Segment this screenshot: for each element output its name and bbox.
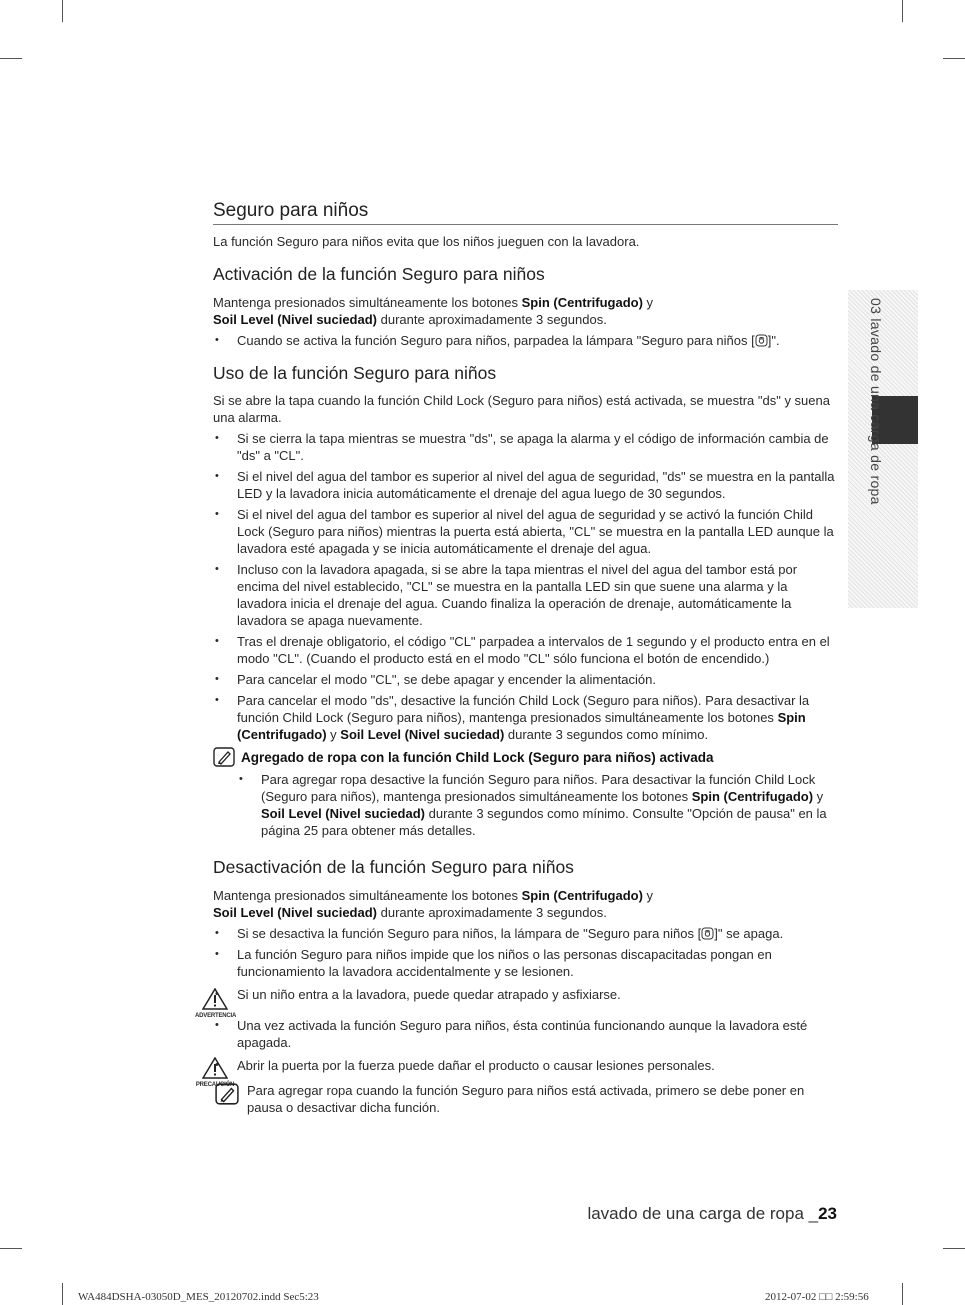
crop-mark [943,1248,965,1249]
list-item: • Abrir la puerta por la fuerza puede dañar el producto o causar lesiones personales. [213,1057,838,1074]
text: y [642,888,654,903]
usage-list [213,430,838,743]
list-item [213,332,838,349]
list-item [213,692,838,743]
note-pencil-icon [213,747,235,767]
intro-text: La función Seguro para niños evita que los niños jueguen con la lavadora. [213,234,640,249]
caution-block [195,1057,838,1088]
final-note-text: Para agregar ropa cuando la función Seguro para niños está activada, primero se debe poner en pausa o desactivar dicha función. [247,1083,805,1115]
final-note [213,1082,838,1116]
page-number: 23 [818,1204,837,1223]
crop-mark [943,58,965,59]
usage-paragraph: Si se abre la tapa cuando la función Child Lock (Seguro para niños) está activada, se muestra "ds" y suena una alarma. [213,393,830,425]
child-lock-icon [701,927,714,940]
text: Para agregar ropa desactive la función Seguro para niños. Para desactivar la función Child Lock (Seguro para niños), mantenga presionados simultáneamente los botones [261,772,816,804]
list-item: • Para cancelar el modo "CL", se debe apagar y encender la alimentación. [213,671,838,688]
note-pencil-icon [215,1082,239,1106]
warning-block [195,986,838,1051]
spin-button-ref: Spin (Centrifugado) [691,789,814,804]
soil-level-button-ref: Soil Level (Nivel suciedad) [213,312,377,327]
child-lock-icon [755,334,768,347]
caution-label: PRECAUCIÓN [195,1082,235,1088]
text: y [326,727,341,742]
crop-mark [902,1283,903,1305]
text: Cuando se activa la función Seguro para niños, parpadea la lámpara "Seguro para niños [ [237,333,755,348]
text: durante aproximadamente 3 segundos. [377,905,607,920]
list-item: • Si el nivel del agua del tambor es superior al nivel del agua de seguridad, "ds" se muestra en la pantalla LED y la lavadora inicia automáticamente el drenaje del agua luego de 30 segundos. [213,468,838,502]
text: Si se desactiva la función Seguro para niños, la lámpara de "Seguro para niños [ [237,926,702,941]
list-item [213,925,838,942]
crop-mark [62,0,63,22]
soil-level-button-ref: Soil Level (Nivel suciedad) [213,905,377,920]
text: ]". [767,333,780,348]
deactivation-list [213,925,838,980]
text: Mantenga presionados simultáneamente los botones [213,888,522,903]
activation-list [213,332,838,349]
footer-text: lavado de una carga de ropa _ [587,1204,819,1223]
list-item: • Si un niño entra a la lavadora, puede quedar atrapado y asfixiarse. [213,986,838,1003]
warning-label: ADVERTENCIA [195,1013,237,1019]
list-item: • Tras el drenaje obligatorio, el código "CL" parpadea a intervalos de 1 segundo y el producto entra en el modo "CL". (Cuando el producto está en el modo "CL" sólo funciona el botón de encendido.) [213,633,838,667]
chapter-tab-label: 03 lavado de una carga de ropa [868,298,884,505]
list-item: • Si se cierra la tapa mientras se muestra "ds", se apaga la alarma y el código de información cambia de "ds" a "CL". [213,430,838,464]
crop-mark [0,58,22,59]
text: y [813,789,824,804]
deactivation-heading: Desactivación de la función Seguro para niños [213,857,574,877]
warning-list [213,986,838,1051]
list-item: • Una vez activada la función Seguro para niños, ésta continúa funcionando aunque la lavadora esté apagada. [213,1017,838,1051]
page-footer [587,1204,837,1224]
text: durante 3 segundos como mínimo. [504,727,709,742]
note-heading [213,749,838,767]
print-slug-right: 2012-07-02 □□ 2:59:56 [765,1291,869,1303]
text: Para cancelar el modo "ds", desactive la función Child Lock (Seguro para niños). Para desactivar la función Child Lock (Seguro para niños), mantenga presionados simultáneamente los botones [237,693,810,725]
crop-mark [902,0,903,22]
activation-paragraph [213,294,838,328]
text: durante aproximadamente 3 segundos. [377,312,607,327]
chapter-side-tab [848,290,918,608]
text: durante 3 segundos como mínimo. Consulte "Opción de pausa" en la página 25 para obtener más detalles. [261,806,827,838]
text: y [642,295,654,310]
crop-mark [62,1283,63,1305]
activation-heading: Activación de la función Seguro para niños [213,264,545,284]
soil-level-button-ref: Soil Level (Nivel suciedad) [340,727,505,742]
section-title: Seguro para niños [213,200,838,225]
spin-button-ref: Spin (Centrifugado) [521,295,643,310]
text: Mantenga presionados simultáneamente los botones [213,295,522,310]
crop-mark [0,1248,22,1249]
list-item: • La función Seguro para niños impide que los niños o las personas discapacitadas pongan en funcionamiento la lavadora accidentalmente y se lesionen. [213,946,838,980]
page-content [195,200,838,1116]
list-item: • Si el nivel del agua del tambor es superior al nivel del agua de seguridad y se activó la función Child Lock (Seguro para niños) mientras la puerta está abierta, "CL" se muestra en la pantalla LED aunque la lavadora esté apagada y se inicia automáticamente el drenaje del agua. [213,506,838,557]
print-slug-left: WA484DSHA-03050D_MES_20120702.indd Sec5:23 [78,1291,319,1303]
list-item [213,771,838,839]
spin-button-ref: Spin (Centrifugado) [237,710,806,742]
deactivation-paragraph [213,887,838,921]
text: Agregado de ropa con la función Child Lock (Seguro para niños) activada [241,750,714,765]
spin-button-ref: Spin (Centrifugado) [521,888,643,903]
text: ]" se apaga. [714,926,784,941]
usage-heading: Uso de la función Seguro para niños [213,363,497,383]
list-item: • Incluso con la lavadora apagada, si se abre la tapa mientras el nivel del agua del tambor está por encima del nivel establecido, "CL" se muestra en la pantalla LED sin que suene una alarma y la lavadora inicia el drenaje del agua. Cuando finaliza la operación de drenaje, automáticamente la lavadora se apaga nuevamente. [213,561,838,629]
caution-list [213,1057,838,1074]
note-list [213,771,838,839]
soil-level-button-ref: Soil Level (Nivel suciedad) [261,806,425,821]
